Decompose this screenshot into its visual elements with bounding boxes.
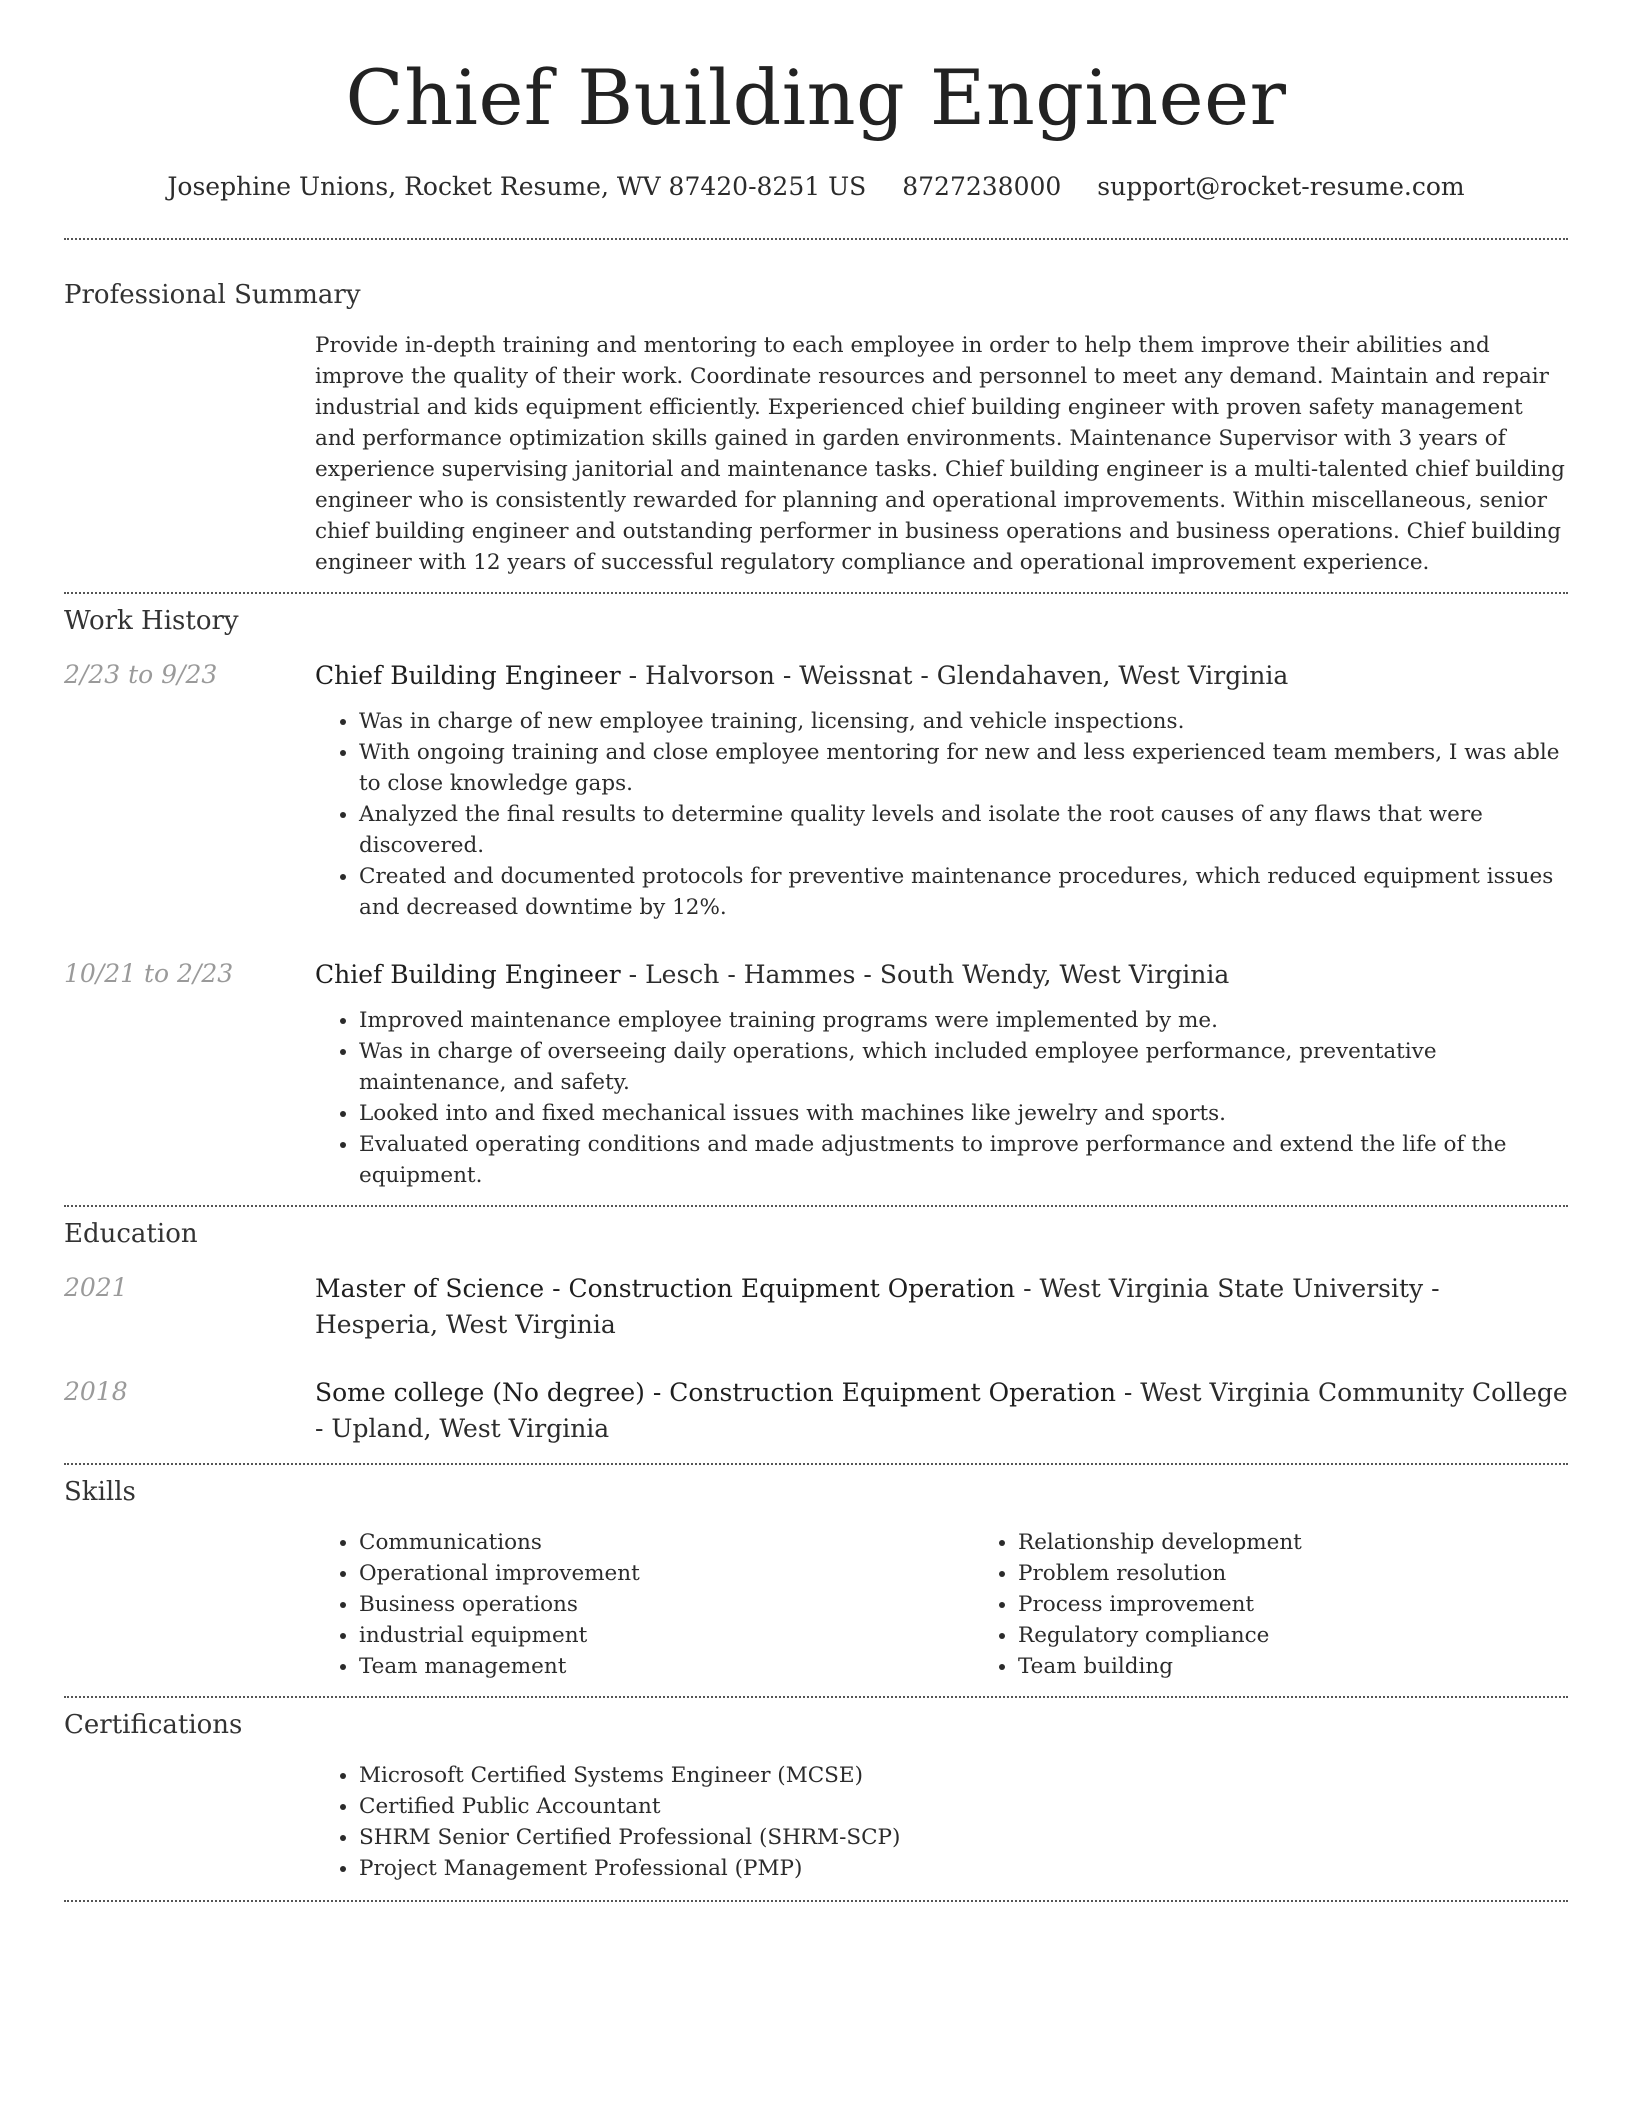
skills-section	[64, 1465, 1568, 1682]
list-item: • Project Management Professional (PMP)	[359, 1853, 1568, 1884]
skills-column-2	[974, 1527, 1632, 1682]
job-bullets	[315, 1005, 1568, 1191]
job-dates: 10/21 to 2/23	[64, 959, 234, 988]
list-item: • Business operations	[359, 1589, 974, 1620]
contact-line	[64, 170, 1568, 204]
work-history-section	[64, 594, 1568, 1191]
job-title: Chief Building Engineer	[315, 960, 621, 989]
certifications-list	[315, 1760, 1568, 1884]
education-year: 2018	[64, 1377, 128, 1406]
list-item: • Certified Public Accountant	[359, 1791, 1568, 1822]
job-entry	[64, 658, 1568, 923]
list-item: • Regulatory compliance	[1018, 1620, 1632, 1651]
education-entry	[64, 1271, 1568, 1343]
contact-email: support@rocket-resume.com	[1097, 172, 1465, 201]
section-title-certifications: Certifications	[64, 1710, 243, 1740]
job-company: - Halvorson - Weissnat - Glendahaven, West Virginia	[620, 661, 1289, 690]
list-item: • Team building	[1018, 1651, 1632, 1682]
contact-phone: 8727238000	[902, 172, 1062, 201]
section-title-work-history: Work History	[64, 606, 239, 636]
job-title-line	[315, 957, 1568, 993]
list-item: • Was in charge of new employee training, licensing, and vehicle inspections.	[359, 706, 1568, 737]
list-item: • Process improvement	[1018, 1589, 1632, 1620]
resume-header	[64, 0, 1568, 204]
education-entry	[64, 1375, 1568, 1447]
list-item: • Looked into and fixed mechanical issues with machines like jewelry and sports.	[359, 1098, 1568, 1129]
education-title-line	[315, 1271, 1568, 1343]
job-title-line	[315, 658, 1568, 694]
section-divider	[64, 1900, 1568, 1902]
list-item: • Improved maintenance employee training programs were implemented by me.	[359, 1005, 1568, 1036]
list-item: • Analyzed the final results to determine quality levels and isolate the root causes of any flaws that were discovered.	[359, 799, 1568, 861]
education-section	[64, 1207, 1568, 1447]
contact-address: Josephine Unions, Rocket Resume, WV 87420-8251 US	[167, 172, 867, 201]
job-company: - Lesch - Hammes - South Wendy, West Virginia	[620, 960, 1230, 989]
job-title: Chief Building Engineer	[315, 661, 621, 690]
list-item: • Created and documented protocols for preventive maintenance procedures, which reduced equipment issues and decreased downtime by 12%.	[359, 861, 1568, 923]
list-item: • Communications	[359, 1527, 974, 1558]
section-title-summary: Professional Summary	[64, 280, 361, 310]
list-item: • SHRM Senior Certified Professional (SHRM-SCP)	[359, 1822, 1568, 1853]
education-year: 2021	[64, 1273, 128, 1302]
job-bullets	[315, 706, 1568, 923]
list-item: • Microsoft Certified Systems Engineer (MCSE)	[359, 1760, 1568, 1791]
summary-text: Provide in-depth training and mentoring to each employee in order to help them improve their abilities and improve the quality of their work. Coordinate resources and personnel to meet any demand. Maintain and repair industrial and kids equipment efficiently. Experienced chief building engineer with proven safety management and performance optimization skills gained in garden environments. Maintenance Supervisor with 3 years of experience supervising janitorial and maintenance tasks. Chief building engineer is a multi-talented chief building engineer who is consistently rewarded for planning and operational improvements. Within miscellaneous, senior chief building engineer and outstanding performer in business operations and business operations. Chief building engineer with 12 years of successful regulatory compliance and operational improvement experience.	[315, 333, 1565, 575]
list-item: • Operational improvement	[359, 1558, 974, 1589]
education-title-line	[315, 1375, 1568, 1447]
section-title-skills: Skills	[64, 1477, 136, 1507]
list-item: • Team management	[359, 1651, 974, 1682]
resume-name: Chief Building Engineer	[345, 53, 1287, 142]
skills-column-1	[315, 1527, 974, 1682]
resume-page	[64, 0, 1568, 1902]
section-title-education: Education	[64, 1219, 198, 1249]
skills-grid	[315, 1527, 1632, 1682]
summary-section	[64, 240, 1568, 578]
list-item: • Relationship development	[1018, 1527, 1632, 1558]
education-degree: Master of Science - Construction Equipment Operation	[315, 1274, 1016, 1303]
certifications-section	[64, 1698, 1568, 1884]
list-item: • Problem resolution	[1018, 1558, 1632, 1589]
education-degree: Some college (No degree) - Construction Equipment Operation	[315, 1378, 1116, 1407]
education-school: - West Virginia State University - Hesperia, West Virginia	[315, 1274, 1440, 1339]
list-item: • Was in charge of overseeing daily operations, which included employee performance, preventative maintenance, and safety.	[359, 1036, 1568, 1098]
list-item: • With ongoing training and close employee mentoring for new and less experienced team members, I was able to close knowledge gaps.	[359, 737, 1568, 799]
list-item: • Evaluated operating conditions and made adjustments to improve performance and extend the life of the equipment.	[359, 1129, 1568, 1191]
job-dates: 2/23 to 9/23	[64, 660, 218, 689]
list-item: • industrial equipment	[359, 1620, 974, 1651]
job-entry	[64, 957, 1568, 1191]
education-school: - West Virginia Community College - Upland, West Virginia	[315, 1378, 1568, 1443]
